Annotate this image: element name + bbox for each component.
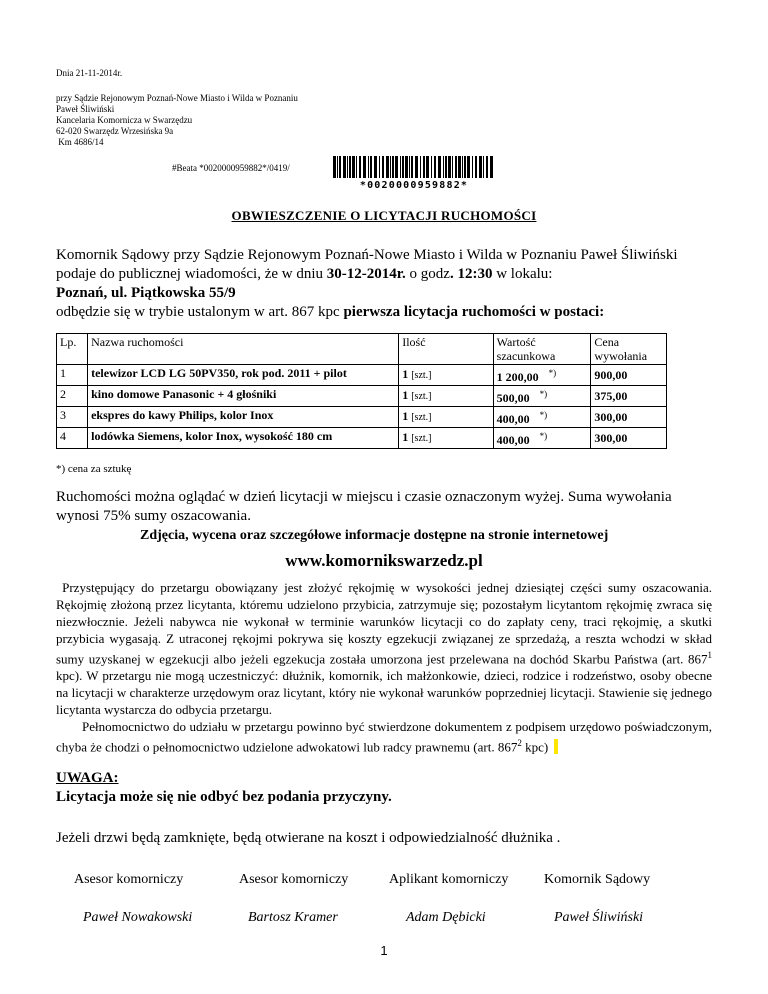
row-value: [493, 428, 591, 449]
signatory-role: Asesor komorniczy: [74, 872, 184, 887]
row-value-text: *): [548, 368, 557, 378]
barcode-bar: [490, 156, 493, 178]
barcode-bar: [392, 156, 394, 178]
row-price-text: 375,00: [594, 389, 628, 403]
intro-text: podaje do publicznej wiadomości, że w dniu: [56, 266, 327, 282]
viewing-block: [56, 488, 756, 545]
row-name-text: kino domowe Panasonic + 4 głośniki: [91, 387, 277, 401]
signatory-name: Bartosz Kramer: [248, 910, 338, 925]
sender-block: [56, 93, 298, 148]
barcode-bar: [343, 156, 346, 178]
row-lp-text: 1: [60, 366, 66, 380]
row-value-text: *): [539, 389, 548, 399]
barcode-text: *0020000959882*: [359, 180, 469, 191]
row-qty-text: 1: [402, 430, 409, 444]
page-number: 1: [380, 943, 388, 958]
barcode-bar: [349, 156, 351, 178]
row-value-text: 500,00: [496, 391, 530, 405]
row-qty-text: [szt.]: [411, 433, 432, 444]
highlight-mark: [554, 739, 558, 754]
viewing-line-3: Zdjęcia, wycena oraz szczegółowe informacje dostępne na stronie internetowej: [140, 528, 609, 543]
deposit-paragraph: [56, 579, 716, 718]
barcode-bar: [423, 156, 425, 178]
signatory-role: Aplikant komorniczy: [389, 872, 509, 887]
row-name: [88, 428, 399, 449]
barcode-bar: [379, 156, 380, 178]
row-lp-text: 3: [60, 408, 66, 422]
barcode-bar: [337, 156, 338, 178]
barcode-bar: [443, 156, 444, 178]
row-name-text: ekspres do kawy Philips, kolor Inox: [91, 408, 274, 422]
header-lp: Lp.: [57, 334, 88, 365]
signatory-role: Asesor komorniczy: [239, 872, 349, 887]
row-lp: [57, 365, 88, 386]
auction-time: . 12:30: [449, 266, 493, 282]
signatory-role: Komornik Sądowy: [544, 872, 651, 887]
row-price: [591, 386, 667, 407]
sender-address: 62-020 Swarzędz Wrzesińska 9a: [56, 126, 174, 136]
row-value-text: *): [539, 431, 548, 441]
table-header-row: [57, 334, 667, 365]
table-row: [57, 386, 667, 407]
deposit-text: Przystępujący do przetargu obowiązany jest złożyć rękojmię w wysokości jednej dziesiątej części sumy oszacowania. Rękojmię złożoną przez licytanta, któremu udzielono przybicia, zatrzymuje się; pozostałym licytantom rękojmię zwraca się niezwłocznie. Jeżeli nabywca nie wykonał w terminie warunków licytacji co do zapłaty ceny, traci rękojmię, a skutki przybicia wygasają. Z utraconej rękojmi pokrywa się koszty egzekucji związanej ze sprzedażą, a reszta wchodzi w skład sumy uzyskanej w egzekucji albo jeżeli egzekucja została umorzona jest przelewana na dochód Skarbu Państwa (art. 867: [56, 580, 716, 667]
row-name: [88, 407, 399, 428]
row-name-text: telewizor LCD LG 50PV350, rok pod. 2011 + pilot: [91, 366, 347, 380]
row-qty: [399, 428, 493, 449]
barcode-bar: [464, 156, 466, 178]
barcode-bar: [402, 156, 404, 178]
barcode-bar: [431, 156, 432, 178]
barcode-bar: [368, 156, 369, 178]
intro-line-2: [56, 265, 746, 284]
intro-block: [56, 246, 746, 322]
header-name: Nazwa ruchomości: [88, 334, 399, 365]
row-lp-text: 4: [60, 429, 66, 443]
article-superscript: 1: [707, 650, 712, 660]
row-lp: [57, 428, 88, 449]
signatory-name: Paweł Nowakowski: [83, 910, 193, 925]
row-lp-text: 2: [60, 387, 66, 401]
row-lp: [57, 407, 88, 428]
signatory-names: [56, 910, 736, 930]
row-value-text: 1 200,00: [496, 370, 539, 384]
intro-text: odbędzie się w trybie ustalonym w art. 867 kpc: [56, 304, 344, 320]
barcode-bar: [479, 156, 482, 178]
row-price-text: 300,00: [594, 431, 628, 445]
row-value: [493, 407, 591, 428]
signatory-name: Adam Dębicki: [406, 910, 486, 925]
row-name: [88, 386, 399, 407]
header-price: Cena wywołania: [591, 334, 667, 365]
row-lp: [57, 386, 88, 407]
proxy-paragraph: [56, 718, 712, 755]
legal-text: [56, 579, 716, 756]
row-qty-text: 1: [402, 367, 409, 381]
viewing-line-2: wynosi 75% sumy oszacowania.: [56, 508, 251, 524]
barcode-bar: [386, 156, 389, 178]
signatory-name: Paweł Śliwiński: [554, 910, 644, 925]
barcode-bar: [445, 156, 447, 178]
row-price-text: 300,00: [594, 410, 628, 424]
auction-date: 30-12-2014r.: [326, 266, 406, 282]
auction-type: pierwsza licytacja ruchomości w postaci:: [343, 304, 605, 320]
barcode-bar: [347, 156, 348, 178]
row-value: [493, 365, 591, 386]
row-name: [88, 365, 399, 386]
barcode-bar: [486, 156, 488, 178]
barcode-bar: [374, 156, 377, 178]
doors-notice: Jeżeli drzwi będą zamknięte, będą otwierane na koszt i odpowiedzialność dłużnika .: [56, 830, 561, 846]
barcode-bar: [438, 156, 441, 178]
barcode: [333, 156, 495, 191]
barcode-bar: [448, 156, 451, 178]
row-price: [591, 407, 667, 428]
intro-line-4: [56, 303, 746, 322]
barcode-bar: [395, 156, 398, 178]
reference-number: #Beata *0020000959882*/0419/: [172, 163, 290, 173]
table-row: [57, 407, 667, 428]
barcode-bar: [352, 156, 355, 178]
barcode-bar: [483, 156, 484, 178]
barcode-bar: [415, 156, 418, 178]
barcode-bar: [359, 156, 361, 178]
row-qty-text: 1: [402, 409, 409, 423]
website-link[interactable]: www.komornikswarzedz.pl: [285, 551, 483, 570]
signatories: [56, 872, 736, 930]
barcode-bar: [333, 156, 336, 178]
barcode-bar: [458, 156, 461, 178]
barcode-bar: [382, 156, 384, 178]
page-title: OBWIESZCZENIE O LICYTACJI RUCHOMOŚCI: [231, 208, 537, 223]
barcode-bar: [411, 156, 413, 178]
viewing-line-1: Ruchomości można oglądać w dzień licytacji w miejscu i czasie oznaczonym wyżej. Suma wywołania: [56, 489, 672, 505]
proxy-text: Pełnomocnictwo do udziału w przetargu powinno być stwierdzone dokumentem z podpisem urzędowo poświadczonym, chyba że chodzi o pełnomocnictwo udzielone adwokatowi lub radcy prawnemu (art. 867: [56, 719, 712, 755]
barcode-bar: [339, 156, 341, 178]
row-qty-text: 1: [402, 388, 409, 402]
row-qty: [399, 365, 493, 386]
barcode-bar: [356, 156, 357, 178]
barcode-bar: [400, 156, 401, 178]
row-value-text: 400,00: [496, 433, 530, 447]
deposit-text-continued: kpc). W przetargu nie mogą uczestniczyć: dłużnik, komornik, ich małżonkowie, dzieci, rodzice i rodzeństwo, osoby obecne na licytacji w charakterze urzędowym oraz licytant, który nie wykonał warunków poprzedniej licytacji. Stawienie się jednego licytanta wystarcza do odbycia przetargu.: [56, 668, 712, 718]
barcode-bar: [452, 156, 453, 178]
barcode-bar: [363, 156, 366, 178]
signatory-roles: [56, 872, 736, 892]
attention-text: Licytacja może się nie odbyć bez podania przyczyny.: [56, 789, 392, 805]
row-qty: [399, 386, 493, 407]
barcode-bar: [420, 156, 421, 178]
auction-location: Poznań, ul. Piątkowska 55/9: [56, 285, 236, 301]
row-name-text: lodówka Siemens, kolor Inox, wysokość 180 cm: [91, 429, 333, 443]
table-row: [57, 365, 667, 386]
row-qty-text: [szt.]: [411, 412, 432, 423]
barcode-bars: [333, 156, 495, 178]
barcode-bar: [405, 156, 408, 178]
intro-text: w lokalu:: [492, 266, 553, 282]
barcode-bar: [475, 156, 477, 178]
barcode-bar: [370, 156, 372, 178]
date-line: Dnia 21-11-2014r.: [56, 68, 123, 78]
intro-line-1: Komornik Sądowy przy Sądzie Rejonowym Poznań-Nowe Miasto i Wilda w Poznaniu Paweł Śliwiński: [56, 247, 678, 263]
article-superscript: 2: [517, 738, 522, 749]
items-table: [56, 333, 667, 449]
table-row: [57, 428, 667, 449]
footnote: *) cena za sztukę: [56, 463, 132, 475]
row-value-text: 400,00: [496, 412, 530, 426]
row-price-text: 900,00: [594, 368, 628, 382]
row-price: [591, 365, 667, 386]
header-value: Wartość szacunkowa: [493, 334, 591, 365]
sender-court: przy Sądzie Rejonowym Poznań-Nowe Miasto i Wilda w Poznaniu: [56, 93, 298, 103]
barcode-bar: [462, 156, 463, 178]
table-body: [57, 365, 667, 449]
barcode-bar: [426, 156, 429, 178]
row-price: [591, 428, 667, 449]
row-value-text: *): [539, 410, 548, 420]
barcode-bar: [472, 156, 473, 178]
row-qty: [399, 407, 493, 428]
proxy-text-end: kpc): [521, 739, 549, 755]
sender-office: Kancelaria Komornicza w Swarzędzu: [56, 115, 193, 125]
barcode-bar: [467, 156, 470, 178]
case-number: Km 4686/14: [56, 137, 104, 147]
barcode-bar: [455, 156, 457, 178]
header-qty: Ilość: [399, 334, 493, 365]
row-qty-text: [szt.]: [411, 391, 432, 402]
row-value: [493, 386, 591, 407]
barcode-bar: [434, 156, 436, 178]
barcode-bar: [409, 156, 410, 178]
barcode-bar: [390, 156, 391, 178]
attention-heading: UWAGA:: [56, 770, 119, 786]
intro-text: o godz: [405, 266, 450, 282]
row-qty-text: [szt.]: [411, 370, 432, 381]
sender-name: Paweł Śliwiński: [56, 104, 115, 114]
